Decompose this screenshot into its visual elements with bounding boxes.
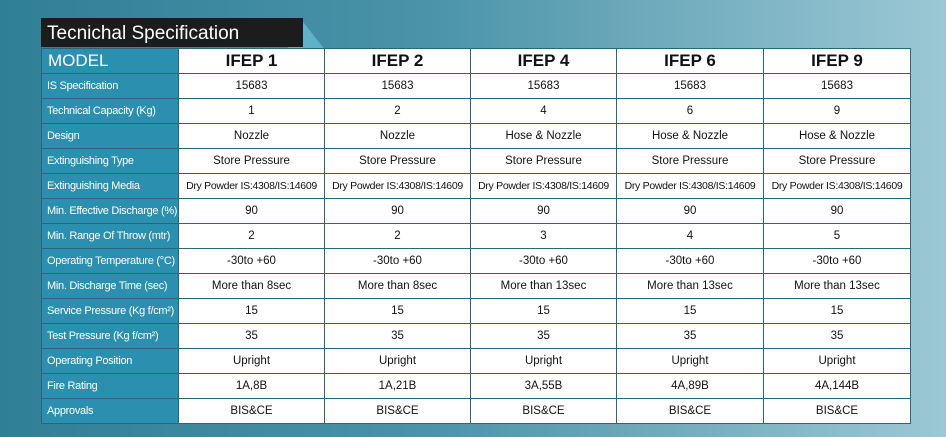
table-cell: 35 (325, 324, 471, 349)
table-cell: More than 8sec (325, 274, 471, 299)
table-cell: 4A,89B (617, 374, 764, 399)
table-cell: 4A,144B (764, 374, 911, 399)
table-cell: Upright (325, 349, 471, 374)
table-row (42, 99, 911, 124)
row-label: Min. Range Of Throw (mtr) (42, 224, 179, 249)
table-cell: 15 (764, 299, 911, 324)
table-cell: Store Pressure (617, 149, 764, 174)
table-cell: Dry Powder IS:4308/IS:14609 (325, 174, 471, 199)
row-label: Test Pressure (Kg f/cm²) (42, 324, 179, 349)
table-cell: Nozzle (325, 124, 471, 149)
table-cell: Hose & Nozzle (617, 124, 764, 149)
table-cell: 4 (471, 99, 617, 124)
table-cell: Upright (617, 349, 764, 374)
row-label: Fire Rating (42, 374, 179, 399)
table-cell: Dry Powder IS:4308/IS:14609 (179, 174, 325, 199)
row-label: Approvals (42, 399, 179, 424)
table-cell: More than 13sec (764, 274, 911, 299)
table-row (42, 124, 911, 149)
row-label: Operating Position (42, 349, 179, 374)
row-label: Design (42, 124, 179, 149)
table-cell: Store Pressure (471, 149, 617, 174)
table-cell: 6 (617, 99, 764, 124)
table-cell: Dry Powder IS:4308/IS:14609 (471, 174, 617, 199)
table-cell: 15683 (617, 74, 764, 99)
row-label: Extinguishing Type (42, 149, 179, 174)
table-cell: BIS&CE (179, 399, 325, 424)
table-row (42, 224, 911, 249)
model-header-ifep-9: IFEP 9 (764, 49, 911, 74)
table-cell: 15 (179, 299, 325, 324)
table-cell: -30to +60 (325, 249, 471, 274)
row-label: Extinguishing Media (42, 174, 179, 199)
table-cell: Store Pressure (764, 149, 911, 174)
table-cell: Store Pressure (179, 149, 325, 174)
model-column-header: MODEL (42, 49, 179, 74)
table-cell: 90 (617, 199, 764, 224)
section-title: Tecnichal Specification (47, 23, 240, 44)
model-header-ifep-2: IFEP 2 (325, 49, 471, 74)
row-label: Technical Capacity (Kg) (42, 99, 179, 124)
table-row (42, 249, 911, 274)
table-cell: 35 (617, 324, 764, 349)
table-cell: 4 (617, 224, 764, 249)
table-cell: 15683 (179, 74, 325, 99)
table-cell: 1 (179, 99, 325, 124)
table-cell: Store Pressure (325, 149, 471, 174)
table-cell: 1A,8B (179, 374, 325, 399)
table-cell: Dry Powder IS:4308/IS:14609 (617, 174, 764, 199)
table-cell: 35 (179, 324, 325, 349)
table-cell: Hose & Nozzle (764, 124, 911, 149)
table-cell: Nozzle (179, 124, 325, 149)
row-label: IS Specification (42, 74, 179, 99)
table-cell: 90 (471, 199, 617, 224)
table-cell: Upright (471, 349, 617, 374)
table-cell: 2 (325, 99, 471, 124)
table-cell: More than 8sec (179, 274, 325, 299)
table-row (42, 274, 911, 299)
table-cell: 1A,21B (325, 374, 471, 399)
table-cell: BIS&CE (325, 399, 471, 424)
table-cell: 90 (179, 199, 325, 224)
table-row (42, 399, 911, 424)
table-cell: Upright (179, 349, 325, 374)
table-cell: BIS&CE (764, 399, 911, 424)
table-row (42, 199, 911, 224)
table-cell: 2 (325, 224, 471, 249)
table-cell: 3A,55B (471, 374, 617, 399)
table-row (42, 299, 911, 324)
table-cell: Upright (764, 349, 911, 374)
table-cell: BIS&CE (471, 399, 617, 424)
table-body (42, 74, 911, 424)
table-cell: 3 (471, 224, 617, 249)
table-header-row (42, 49, 911, 74)
table-row (42, 174, 911, 199)
table-row (42, 349, 911, 374)
table-cell: 90 (325, 199, 471, 224)
table-cell: More than 13sec (617, 274, 764, 299)
row-label: Min. Effective Discharge (%) (42, 199, 179, 224)
table-cell: 5 (764, 224, 911, 249)
table-row (42, 74, 911, 99)
table-cell: -30to +60 (617, 249, 764, 274)
table-cell: 9 (764, 99, 911, 124)
table-cell: 15 (471, 299, 617, 324)
table-cell: 90 (764, 199, 911, 224)
row-label: Operating Temperature (°C) (42, 249, 179, 274)
table-cell: -30to +60 (471, 249, 617, 274)
specification-table (41, 48, 911, 424)
table-row (42, 374, 911, 399)
table-cell: -30to +60 (179, 249, 325, 274)
row-label: Min. Discharge Time (sec) (42, 274, 179, 299)
table-cell: BIS&CE (617, 399, 764, 424)
model-header-ifep-4: IFEP 4 (471, 49, 617, 74)
table-cell: 15683 (764, 74, 911, 99)
table-cell: -30to +60 (764, 249, 911, 274)
table-row (42, 149, 911, 174)
table-cell: 15 (617, 299, 764, 324)
model-header-ifep-6: IFEP 6 (617, 49, 764, 74)
table-cell: 2 (179, 224, 325, 249)
table-cell: 15683 (325, 74, 471, 99)
table-cell: Hose & Nozzle (471, 124, 617, 149)
table-cell: 35 (471, 324, 617, 349)
table-cell: Dry Powder IS:4308/IS:14609 (764, 174, 911, 199)
table-cell: More than 13sec (471, 274, 617, 299)
table-cell: 15683 (471, 74, 617, 99)
table-row (42, 324, 911, 349)
table-cell: 35 (764, 324, 911, 349)
table-cell: 15 (325, 299, 471, 324)
row-label: Service Pressure (Kg f/cm²) (42, 299, 179, 324)
model-header-ifep-1: IFEP 1 (179, 49, 325, 74)
